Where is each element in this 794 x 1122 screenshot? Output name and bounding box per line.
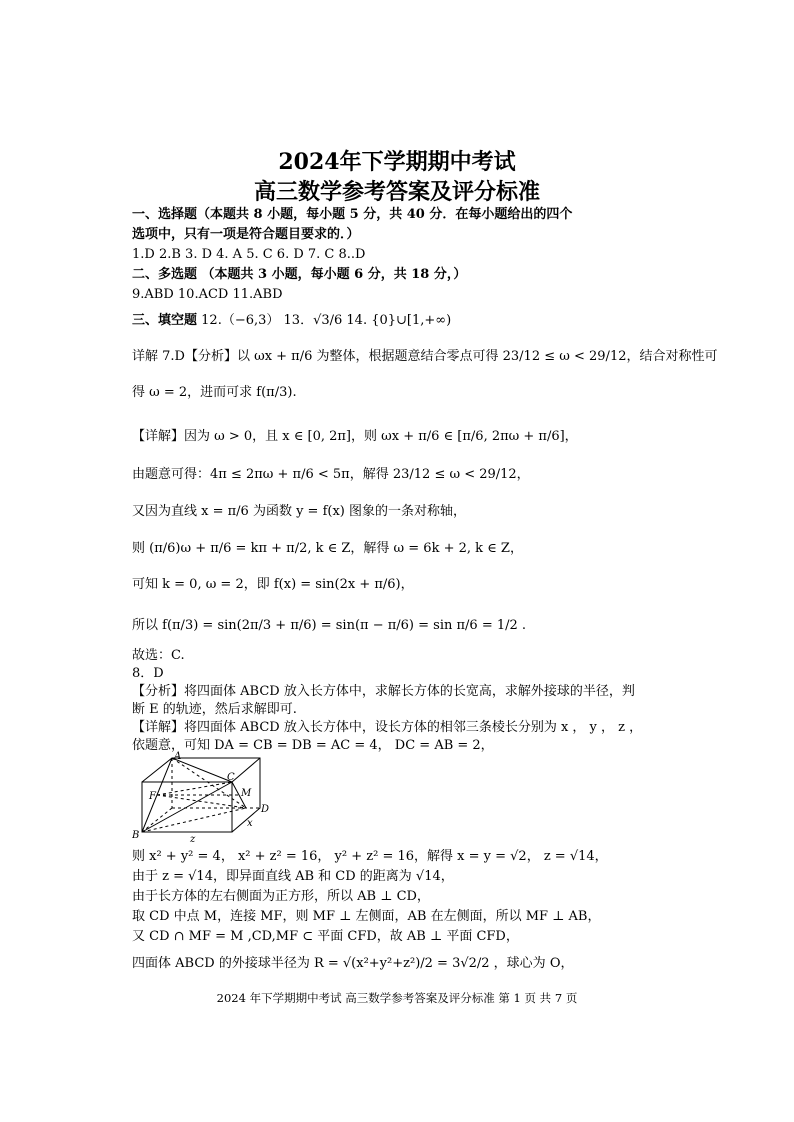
section-2-heading: 二、多选题 （本题共 3 小题，每小题 6 分，共 18 分，） [132,267,467,282]
label-x: x [247,818,253,829]
edge-ad [172,758,246,808]
q8-answer: 8．D [132,666,164,681]
label-f: F [149,791,156,802]
q8-detail-4: 由于 z = √14，即异面直线 AB 和 CD 的距离为 √14， [132,869,454,884]
section-1-heading-cont: 选项中，只有一项是符合题目要求的．） [132,227,360,242]
label-a: A [174,751,182,762]
section-1-answers: 1.D 2.B 3. D 4. A 5. C 6. D 7. C 8..D [132,247,366,262]
q8-detail-8: 四面体 ABCD 的外接球半径为 R = √(x²+y²+z²)/2 = 3√2/2 ，球心为 O， [132,956,574,971]
exam-title: 2024年下学期期中考试 [278,149,516,175]
q8-detail-3: 则 x² + y² = 4， x² + z² = 16， y² + z² = 16，解得 x = y = √2， z = √14， [132,849,608,864]
q8-detail-2: 依题意，可知 DA = CB = DB = AC = 4， DC = AB = 2， [132,738,494,753]
q8-detail-1: 【详解】将四面体 ABCD 放入长方体中，设长方体的相邻三条棱长分别为 x ， y ， z ， [132,720,643,735]
label-c: C [227,772,235,783]
page-footer: 2024 年下学期期中考试 高三数学参考答案及评分标准 第 1 页 共 7 页 [216,991,578,1005]
q7-detail-6: 所以 f(π/3) = sin(2π/3 + π/6) = sin(π − π/6) = sin π/6 = 1/2 . [132,618,527,633]
q7-detail-3: 又因为直线 x = π/6 为函数 y = f(x) 图象的一条对称轴， [132,504,467,519]
q7-detail-2: 由题意可得：4π ≤ 2πω + π/6 < 5π，解得 23/12 ≤ ω < 29/12， [132,467,530,482]
label-d: D [261,804,270,815]
q8-analysis: 【分析】将四面体 ABCD 放入长方体中，求解长方体的长宽高，求解外接球的半径，判 [132,684,635,699]
q8-detail-5: 由于长方体的左右侧面为正方形，所以 AB ⊥ CD， [132,889,430,904]
section-3-line [132,312,451,330]
segment-fd [157,795,246,808]
q7-detail-1: 【详解】因为 ω > 0，且 x ∈ [0, 2π]，则 ωx + π/6 ∈ [π/6, 2πω + π/6]， [132,429,578,444]
q7-analysis: 详解 7.D【分析】以 ωx + π/6 为整体，根据题意结合零点可得 23/12 ≤ ω < 29/12，结合对称性可 [132,349,718,364]
q8-detail-7: 又 CD ∩ MF = M ,CD,MF ⊂ 平面 CFD，故 AB ⊥ 平面 CFD， [132,929,519,944]
q7-analysis-cont: 得 ω = 2，进而可求 f(π/3). [132,385,297,400]
exam-subtitle: 高三数学参考答案及评分标准 [253,179,540,205]
cuboid-figure [132,750,272,842]
label-z: z [190,834,196,842]
section-2-answers: 9.ABD 10.ACD 11.ABD [132,287,283,302]
q7-detail-5: 可知 k = 0, ω = 2，即 f(x) = sin(2x + π/6)， [132,577,414,592]
q8-analysis-cont: 断 E 的轨迹，然后求解即可. [132,702,297,717]
q8-detail-6: 取 CD 中点 M，连接 MF，则 MF ⊥ 左侧面，AB 在左侧面，所以 MF ⊥ AB， [132,909,601,924]
label-m: M [241,788,252,799]
top-right-edge [232,758,260,782]
q7-conclusion: 故选：C. [132,648,185,663]
section-1-heading: 一、选择题（本题共 8 小题，每小题 5 分，共 40 分．在每小题给出的四个 [132,207,573,222]
label-b: B [132,830,140,841]
section-3-heading: 三、填空题 [132,313,198,328]
q7-detail-4: 则 (π/6)ω + π/6 = kπ + π/2, k ∈ Z，解得 ω = 6k + 2, k ∈ Z， [132,541,523,556]
section-3-answers: 12.（−6,3） 13．√3/6 14. {0}∪[1,+∞) [201,313,452,328]
